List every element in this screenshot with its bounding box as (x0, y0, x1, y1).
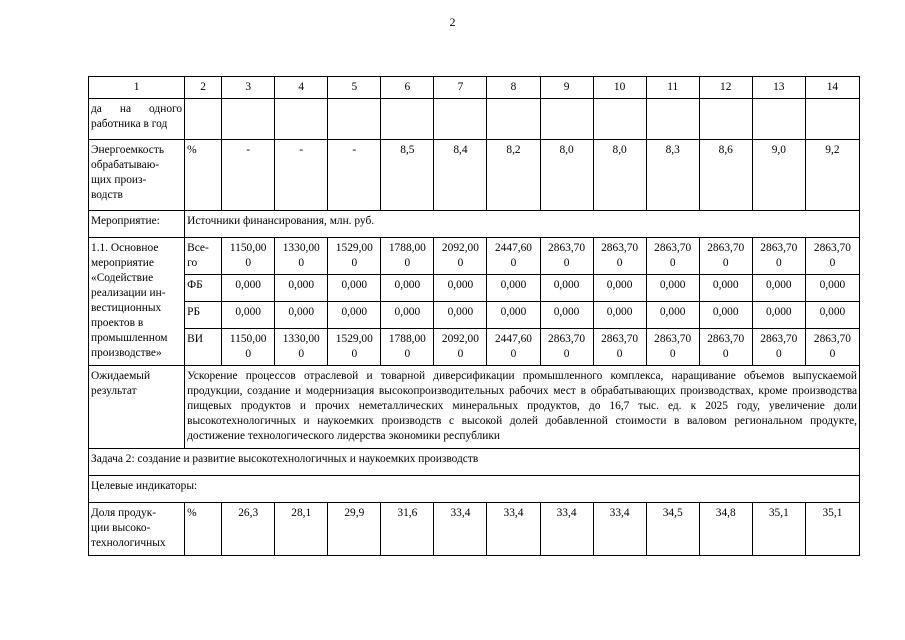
cell-text: 35,1 (768, 507, 789, 519)
row-label (89, 211, 185, 238)
column-number-text: 2 (200, 81, 206, 93)
cell-line: 0,000 (394, 306, 421, 318)
cell-text: 9,0 (771, 144, 786, 156)
column-number (593, 77, 646, 99)
value-cell (752, 302, 805, 329)
cell-line: результат (91, 385, 137, 397)
table-row (89, 329, 860, 366)
column-number (540, 77, 593, 99)
column-number (646, 77, 699, 99)
column-number-text: 14 (826, 81, 839, 93)
cell-line: 0 (616, 257, 623, 269)
expected-result-text (185, 366, 860, 449)
cell-line: вестиционных (91, 302, 162, 314)
cell-line: ВИ (187, 333, 203, 345)
cell-line: ФБ (187, 279, 203, 291)
cell-line: 2863,70 (601, 242, 639, 254)
cell-text: % (187, 144, 197, 156)
value-cell (699, 302, 752, 329)
value-cell (222, 302, 275, 329)
cell-line: 0 (722, 348, 729, 360)
cell-line: 0 (669, 257, 676, 269)
cell-line: Доля продук- (91, 507, 157, 519)
cell-line: 2863,70 (813, 333, 851, 345)
table-row (89, 238, 860, 275)
value-cell (487, 503, 540, 556)
cell-line: 0,000 (659, 306, 686, 318)
cell-line: 0 (563, 257, 570, 269)
cell-text: 29,9 (344, 507, 365, 519)
cell-line: 1529,00 (335, 333, 373, 345)
cell-line: 2447,60 (494, 242, 533, 254)
cell-text: 33,4 (503, 507, 524, 519)
cell-text: Задача 2: создание и развитие высокотехнологичных и наукоемких производств (91, 453, 479, 465)
cell-line: 2447,60 (494, 333, 533, 345)
table-row (89, 140, 860, 211)
cell-line: 0,000 (819, 279, 846, 291)
value-cell (381, 238, 434, 275)
value-cell (805, 503, 859, 556)
value-cell (699, 238, 752, 275)
cell-line: 0,000 (235, 306, 261, 318)
funding-source (185, 329, 222, 366)
column-number (752, 77, 805, 99)
cell-text: Ускорение процессов отраслевой и товарной диверсификации промышленного комплекса, наращивание объемов выпускаемой продукции, создание и модернизация высокопроизводительных рабочих мест в обрабатывающих производствах, кроме производства пищевых продуктов и прочих неметаллических минеральных продуктов, до 16,7 тыс. ед. к 2025 году, увеличение доли высокотехнологичных и наукоемких производств с высокой долей добавленной стоимости в валовом региональном продукте, достижение технологического лидерства экономики республики (187, 370, 857, 442)
value-cell (275, 302, 328, 329)
table-row (89, 366, 860, 449)
value-cell (540, 275, 593, 302)
value-cell (699, 275, 752, 302)
column-number (434, 77, 487, 99)
cell-line: обрабатываю- (91, 159, 160, 171)
cell-line: 0,000 (288, 306, 315, 318)
cell-line: 0,000 (235, 279, 261, 291)
empty-cell (699, 99, 752, 140)
cell-line: 0 (245, 348, 252, 360)
cell-line: производстве» (91, 347, 162, 359)
cell-line: 0,000 (341, 306, 368, 318)
value-cell (646, 503, 699, 556)
cell-line: 2863,70 (654, 333, 692, 345)
cell-line: 0 (457, 257, 464, 269)
cell-text: 9,2 (825, 144, 840, 156)
value-cell (487, 238, 540, 275)
value-cell (540, 329, 593, 366)
cell-line: 0 (775, 348, 782, 360)
empty-cell (540, 99, 593, 140)
value-cell (487, 302, 540, 329)
cell-line: 0,000 (394, 279, 421, 291)
column-number-text: 9 (563, 81, 570, 93)
unit-cell (185, 503, 222, 556)
table-body (89, 77, 860, 556)
funding-source (185, 302, 222, 329)
cell-line: 0,000 (447, 306, 474, 318)
cell-text: 34,5 (662, 507, 683, 519)
value-cell (434, 275, 487, 302)
column-number-text: 13 (773, 81, 785, 93)
value-cell (434, 329, 487, 366)
value-cell (275, 329, 328, 366)
financing-sources (185, 211, 860, 238)
task-title (89, 449, 860, 476)
cell-line: 0,000 (288, 279, 315, 291)
value-cell (646, 275, 699, 302)
value-cell (699, 329, 752, 366)
cell-line: 0 (669, 348, 676, 360)
cell-line: 1529,00 (335, 242, 373, 254)
cell-text: 33,4 (450, 507, 471, 519)
cell-line: 0,000 (765, 279, 792, 291)
column-number-text: 6 (404, 81, 411, 93)
cell-line: 0 (510, 348, 517, 360)
column-number (487, 77, 540, 99)
value-cell (646, 329, 699, 366)
cell-line: 0,000 (712, 279, 739, 291)
row-label (89, 366, 185, 449)
value-cell (752, 329, 805, 366)
cell-line: 1.1. Основное (91, 242, 159, 254)
cell-text: 33,4 (556, 507, 577, 519)
value-cell (222, 275, 275, 302)
cell-line: технологичных (91, 537, 166, 549)
cell-line: ции высоко- (91, 522, 151, 534)
value-cell (805, 329, 859, 366)
cell-line: 2863,70 (707, 333, 745, 345)
empty-cell (185, 99, 222, 140)
value-cell (328, 503, 381, 556)
column-number-text: 7 (457, 81, 464, 93)
cell-line: 0,000 (500, 306, 527, 318)
cell-line: 0,000 (553, 306, 580, 318)
value-cell (328, 238, 381, 275)
cell-text: да на одного работника в год (91, 103, 183, 130)
cell-line: 0 (616, 348, 623, 360)
value-cell (328, 140, 381, 211)
empty-cell (805, 99, 859, 140)
cell-text: 8,0 (559, 144, 574, 156)
funding-source (185, 238, 222, 275)
cell-line: 0 (298, 348, 305, 360)
value-cell (540, 140, 593, 211)
column-number (328, 77, 381, 99)
value-cell (593, 329, 646, 366)
value-cell (381, 302, 434, 329)
cell-line: го (187, 257, 198, 269)
value-cell (275, 140, 328, 211)
column-number-text: 1 (133, 81, 140, 93)
value-cell (593, 275, 646, 302)
row-label (89, 99, 185, 140)
empty-cell (434, 99, 487, 140)
value-cell (487, 329, 540, 366)
value-cell (434, 140, 487, 211)
column-number-text: 12 (720, 81, 732, 93)
cell-text: % (187, 507, 197, 519)
column-number (222, 77, 275, 99)
column-number (275, 77, 328, 99)
cell-line: щих произ- (91, 174, 147, 186)
value-cell (381, 275, 434, 302)
cell-line: 2863,70 (707, 242, 745, 254)
value-cell (328, 302, 381, 329)
value-cell (434, 238, 487, 275)
cell-text: 35,1 (822, 507, 843, 519)
cell-line: 0 (351, 257, 358, 269)
value-cell (487, 140, 540, 211)
cell-line: 2863,70 (654, 242, 692, 254)
cell-line: 0 (829, 257, 836, 269)
value-cell (593, 503, 646, 556)
cell-line: проектов в (91, 317, 144, 329)
row-label (89, 503, 185, 556)
header-row (89, 77, 860, 99)
table-row (89, 275, 860, 302)
column-number-text: 5 (351, 81, 358, 93)
cell-line: 0,000 (553, 279, 580, 291)
row-label (89, 140, 185, 211)
cell-text: 26,3 (238, 507, 259, 519)
empty-cell (222, 99, 275, 140)
value-cell (275, 275, 328, 302)
cell-line: 0 (829, 348, 836, 360)
cell-text: Источники финансирования, млн. руб. (187, 215, 375, 227)
cell-line: 0 (457, 348, 464, 360)
cell-line: 0 (245, 257, 252, 269)
unit-cell (185, 140, 222, 211)
empty-cell (275, 99, 328, 140)
cell-line: 0,000 (500, 279, 527, 291)
cell-text: 34,8 (715, 507, 736, 519)
cell-line: 0,000 (341, 279, 368, 291)
cell-line: РБ (187, 306, 200, 318)
value-cell (381, 503, 434, 556)
cell-text: 8,2 (506, 144, 521, 156)
value-cell (540, 503, 593, 556)
value-cell (434, 503, 487, 556)
cell-line: 2863,70 (548, 242, 586, 254)
cell-line: 0 (722, 257, 729, 269)
empty-cell (593, 99, 646, 140)
measure-label (89, 238, 185, 366)
column-number-text: 3 (245, 81, 252, 93)
cell-line: 0 (404, 257, 411, 269)
column-number-text: 8 (510, 81, 517, 93)
cell-text: 8,5 (400, 144, 415, 156)
column-number-text: 4 (298, 81, 305, 93)
value-cell (222, 329, 275, 366)
cell-line: 0 (351, 348, 358, 360)
cell-text: Целевые индикаторы: (91, 480, 198, 492)
cell-line: Ожидаемый (91, 370, 151, 382)
value-cell (646, 238, 699, 275)
indicators-title (89, 476, 860, 503)
cell-line: 0,000 (447, 279, 474, 291)
value-cell (805, 140, 859, 211)
cell-text: 8,6 (718, 144, 733, 156)
cell-line: 2863,70 (813, 242, 851, 254)
table-row (89, 449, 860, 476)
empty-cell (752, 99, 805, 140)
table-row (89, 503, 860, 556)
value-cell (328, 275, 381, 302)
cell-line: 0 (563, 348, 570, 360)
funding-source (185, 275, 222, 302)
cell-text: Мероприятие: (91, 215, 160, 227)
value-cell (752, 238, 805, 275)
cell-line: 0,000 (606, 306, 633, 318)
value-cell (752, 140, 805, 211)
cell-line: 0,000 (659, 279, 686, 291)
value-cell (752, 503, 805, 556)
value-cell (381, 140, 434, 211)
value-cell (593, 238, 646, 275)
cell-line: 2863,70 (760, 242, 798, 254)
cell-text: 8,3 (665, 144, 680, 156)
value-cell (434, 302, 487, 329)
cell-line: 0 (298, 257, 305, 269)
column-number (805, 77, 859, 99)
cell-line: 0,000 (765, 306, 792, 318)
cell-line: Все- (187, 242, 209, 254)
cell-line: 0,000 (819, 306, 846, 318)
value-cell (275, 238, 328, 275)
cell-line: мероприятие (91, 257, 154, 269)
page-number: 2 (449, 15, 456, 29)
cell-line: 1788,00 (388, 333, 426, 345)
cell-line: 2863,70 (548, 333, 586, 345)
cell-line: 0 (510, 257, 517, 269)
cell-text: 8,0 (612, 144, 627, 156)
cell-line: промышленном (91, 332, 168, 344)
value-cell (805, 302, 859, 329)
empty-cell (487, 99, 540, 140)
cell-line: 0 (775, 257, 782, 269)
table-row (89, 211, 860, 238)
cell-text: 8,4 (453, 144, 468, 156)
table-row (89, 99, 860, 140)
column-number-text: 11 (667, 81, 679, 93)
empty-cell (328, 99, 381, 140)
cell-text: 33,4 (609, 507, 630, 519)
column-number (699, 77, 752, 99)
cell-text: 31,6 (397, 507, 418, 519)
value-cell (381, 329, 434, 366)
value-cell (487, 275, 540, 302)
cell-line: 1330,00 (282, 242, 320, 254)
value-cell (805, 238, 859, 275)
column-number (185, 77, 222, 99)
column-number (89, 77, 185, 99)
empty-cell (646, 99, 699, 140)
indicators-table (88, 76, 860, 556)
value-cell (275, 503, 328, 556)
cell-line: реализации ин- (91, 287, 166, 299)
table-row (89, 476, 860, 503)
value-cell (805, 275, 859, 302)
value-cell (593, 302, 646, 329)
cell-line: 1150,00 (229, 242, 267, 254)
cell-line: 2863,70 (601, 333, 639, 345)
cell-line: 1788,00 (388, 242, 426, 254)
cell-text: - (299, 144, 304, 156)
cell-line: 0 (404, 348, 411, 360)
cell-line: водств (91, 189, 123, 201)
cell-line: 2863,70 (760, 333, 798, 345)
empty-cell (381, 99, 434, 140)
cell-line: 2092,00 (441, 333, 479, 345)
value-cell (222, 238, 275, 275)
cell-line: 1150,00 (229, 333, 267, 345)
value-cell (540, 302, 593, 329)
value-cell (222, 140, 275, 211)
value-cell (222, 503, 275, 556)
cell-text: - (352, 144, 357, 156)
cell-line: «Содействие (91, 272, 154, 284)
value-cell (328, 329, 381, 366)
value-cell (752, 275, 805, 302)
cell-line: 1330,00 (282, 333, 320, 345)
value-cell (646, 302, 699, 329)
cell-text: - (246, 144, 251, 156)
cell-line: 2092,00 (441, 242, 479, 254)
value-cell (699, 140, 752, 211)
cell-text: 28,1 (291, 507, 312, 519)
column-number (381, 77, 434, 99)
cell-line: Энергоемкость (91, 144, 165, 156)
table-row (89, 302, 860, 329)
cell-line: 0,000 (606, 279, 633, 291)
column-number-text: 10 (613, 81, 626, 93)
cell-line: 0,000 (712, 306, 739, 318)
value-cell (646, 140, 699, 211)
value-cell (540, 238, 593, 275)
value-cell (699, 503, 752, 556)
value-cell (593, 140, 646, 211)
